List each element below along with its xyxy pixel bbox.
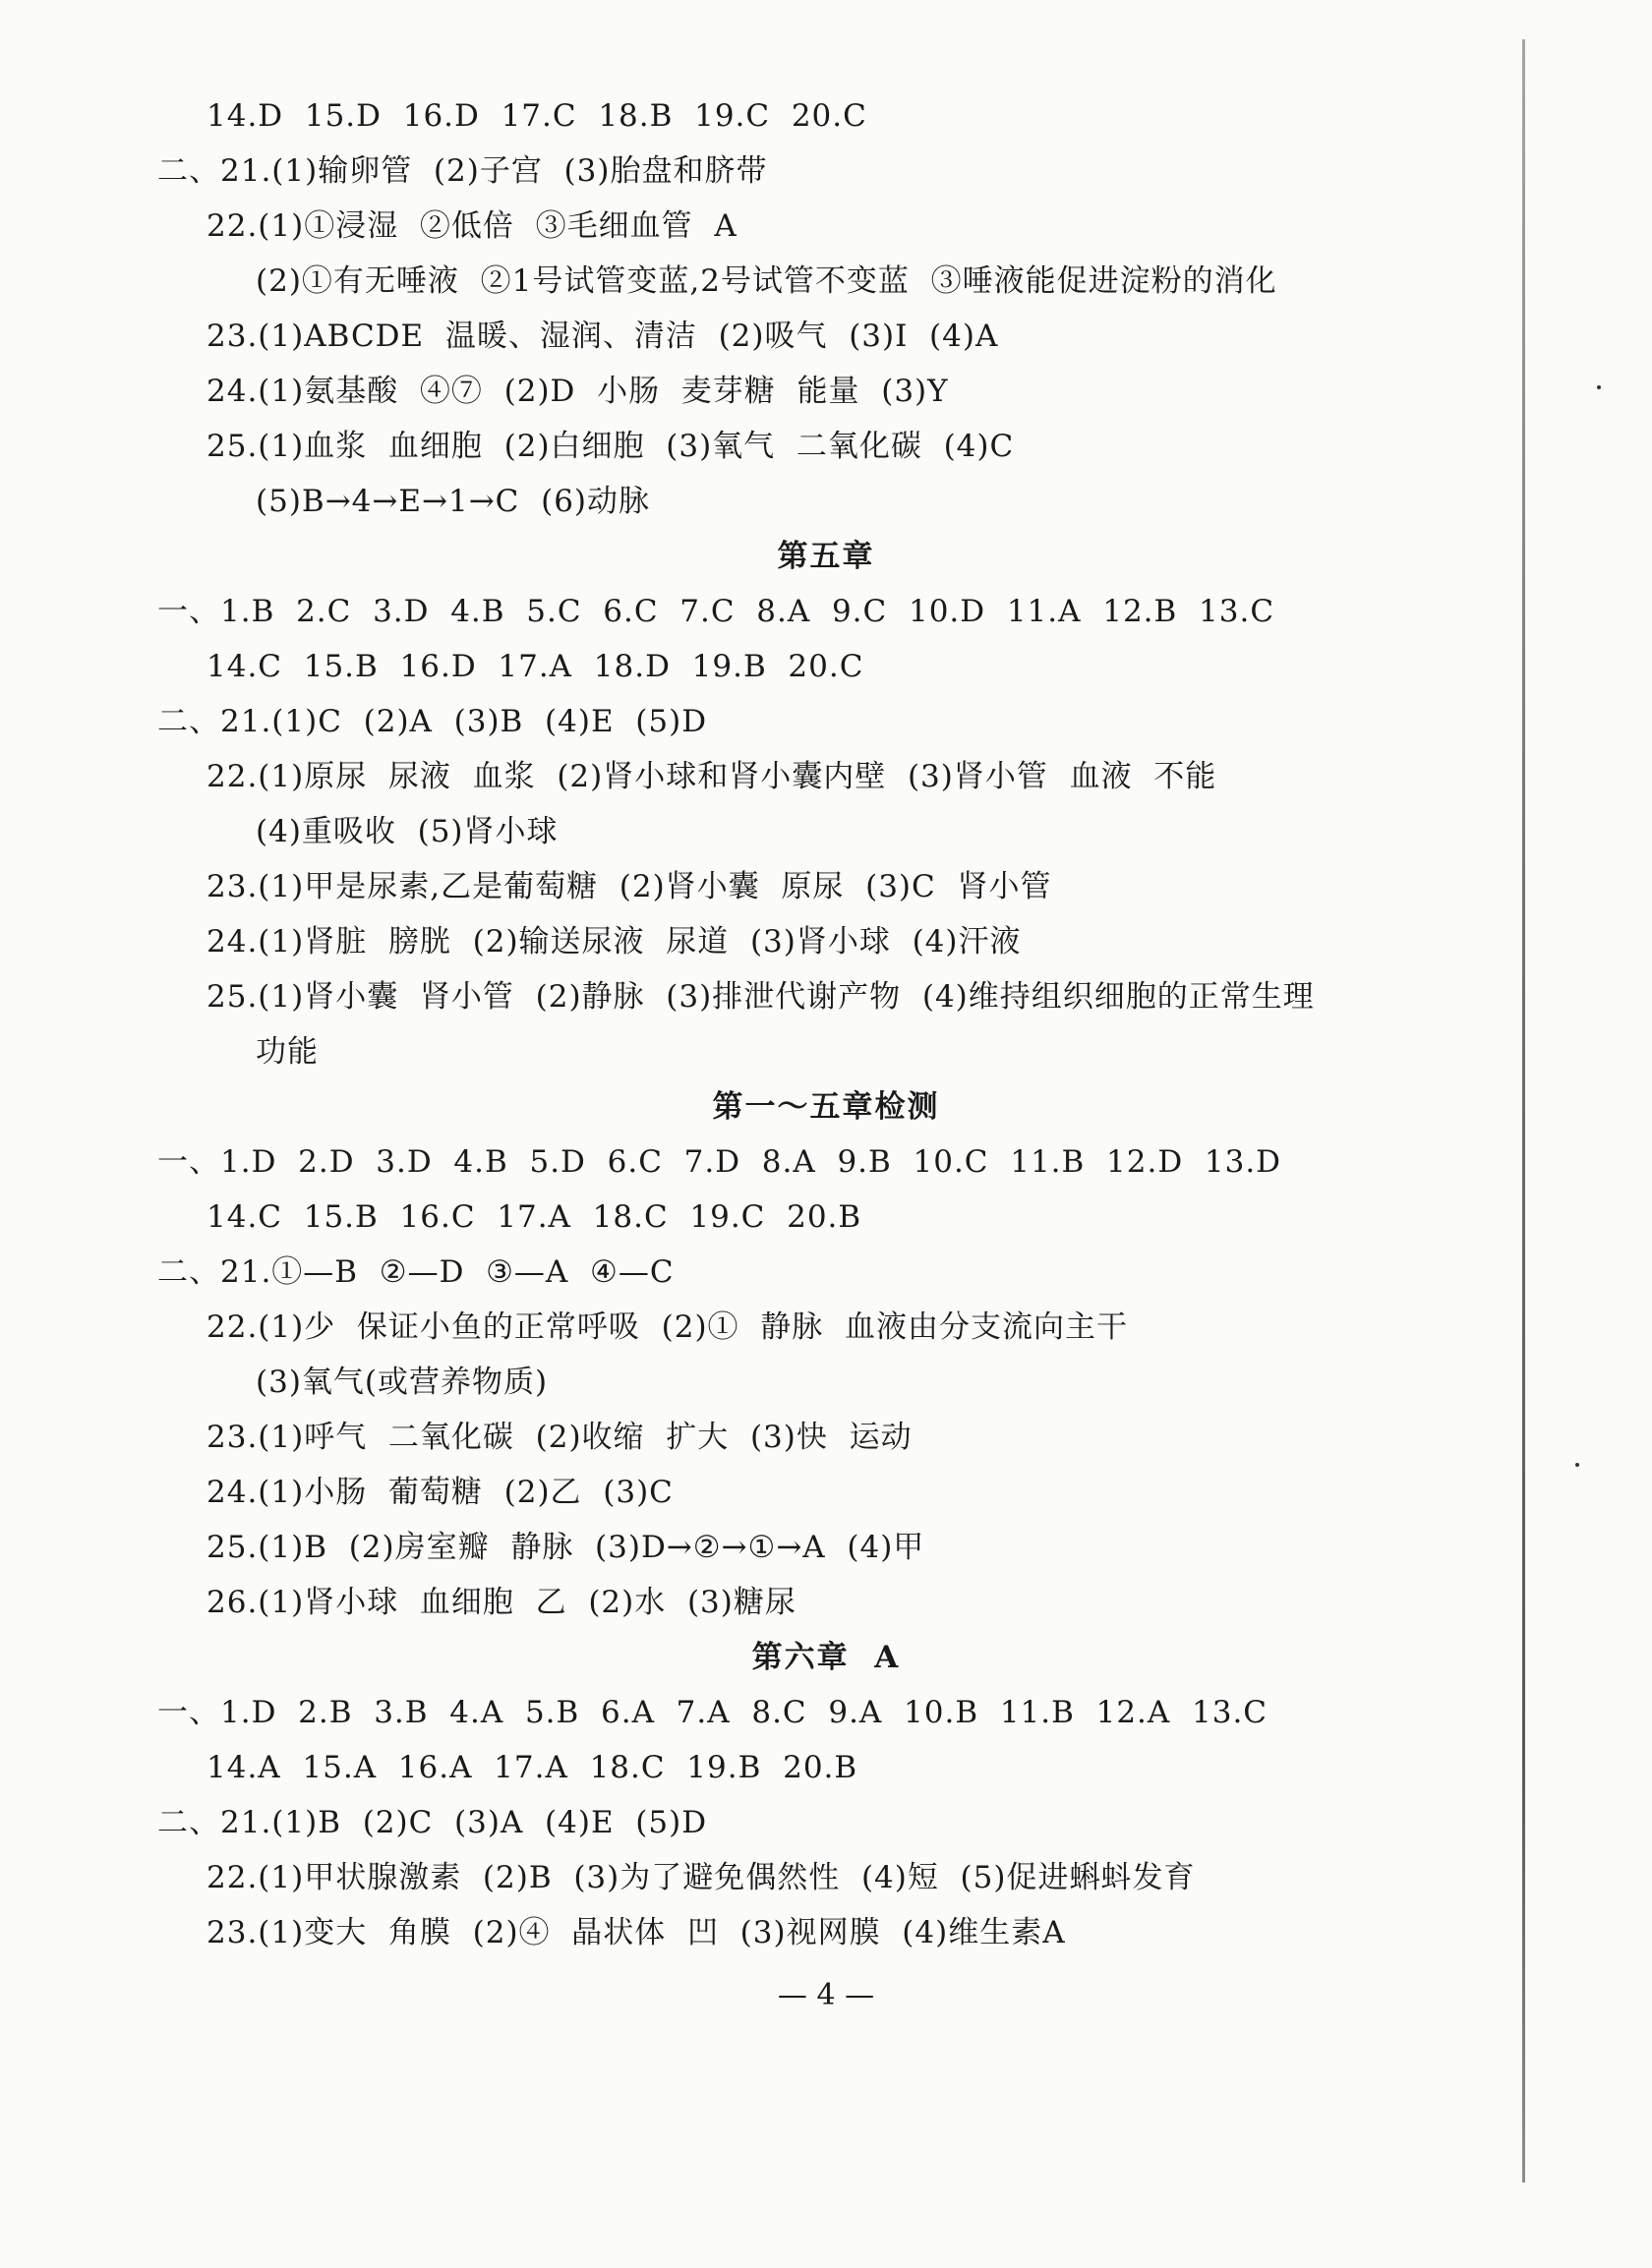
scan-binding-edge bbox=[1522, 39, 1525, 2182]
answer-line: (3)氧气(或营养物质) bbox=[256, 1365, 549, 1400]
scan-speck bbox=[1575, 1463, 1579, 1467]
answer-line: 25.(1)血浆 血细胞 (2)白细胞 (3)氧气 二氧化碳 (4)C bbox=[206, 429, 1015, 464]
answer-line: 14.C 15.B 16.D 17.A 18.D 19.B 20.C bbox=[206, 649, 864, 684]
scan-speck bbox=[1597, 385, 1601, 389]
answer-line: 二、21.①—B ②—D ③—A ④—C bbox=[157, 1254, 675, 1290]
answer-line: 22.(1)原尿 尿液 血浆 (2)肾小球和肾小囊内壁 (3)肾小管 血液 不能 bbox=[206, 759, 1217, 794]
answer-line: 14.A 15.A 16.A 17.A 18.C 19.B 20.B bbox=[206, 1750, 858, 1785]
answer-line: 23.(1)ABCDE 温暖、湿润、清洁 (2)吸气 (3)I (4)A bbox=[206, 319, 999, 354]
answer-line: 26.(1)肾小球 血细胞 乙 (2)水 (3)糖尿 bbox=[206, 1585, 796, 1620]
answer-line: 一、1.D 2.D 3.D 4.B 5.D 6.C 7.D 8.A 9.B 10.C 11.B 12.D 13.D bbox=[157, 1144, 1282, 1180]
page-number: — 4 — bbox=[777, 1978, 875, 2012]
answer-line: 二、21.(1)C (2)A (3)B (4)E (5)D bbox=[157, 704, 708, 739]
answer-line: 24.(1)氨基酸 ④⑦ (2)D 小肠 麦芽糖 能量 (3)Y bbox=[206, 374, 949, 409]
answer-line: 22.(1)①浸湿 ②低倍 ③毛细血管 A bbox=[206, 208, 738, 244]
answer-line: 23.(1)变大 角膜 (2)④ 晶状体 凹 (3)视网膜 (4)维生素A bbox=[206, 1915, 1066, 1950]
answer-line: (5)B→4→E→1→C (6)动脉 bbox=[256, 484, 651, 519]
answer-line: 22.(1)少 保证小鱼的正常呼吸 (2)① 静脉 血液由分支流向主干 bbox=[206, 1309, 1128, 1345]
answer-line: 功能 bbox=[256, 1034, 319, 1070]
answer-line: 24.(1)小肠 葡萄糖 (2)乙 (3)C bbox=[206, 1475, 674, 1510]
section-heading: 第一～五章检测 bbox=[712, 1089, 940, 1125]
answer-line: 一、1.B 2.C 3.D 4.B 5.C 6.C 7.C 8.A 9.C 10.D 11.A 12.B 13.C bbox=[157, 594, 1275, 629]
section-heading: 第五章 bbox=[777, 539, 875, 574]
answer-line: (4)重吸收 (5)肾小球 bbox=[256, 814, 559, 849]
answer-line: (2)①有无唾液 ②1号试管变蓝,2号试管不变蓝 ③唾液能促进淀粉的消化 bbox=[256, 263, 1277, 299]
section-heading: 第六章 A bbox=[751, 1640, 901, 1675]
answer-line: 23.(1)呼气 二氧化碳 (2)收缩 扩大 (3)快 运动 bbox=[206, 1420, 913, 1455]
answer-line: 14.D 15.D 16.D 17.C 18.B 19.C 20.C bbox=[206, 98, 867, 134]
answer-line: 23.(1)甲是尿素,乙是葡萄糖 (2)肾小囊 原尿 (3)C 肾小管 bbox=[206, 869, 1052, 904]
answer-line: 25.(1)肾小囊 肾小管 (2)静脉 (3)排泄代谢产物 (4)维持组织细胞的正常生理 bbox=[206, 979, 1315, 1015]
answer-line: 二、21.(1)B (2)C (3)A (4)E (5)D bbox=[157, 1805, 708, 1840]
answer-line: 25.(1)B (2)房室瓣 静脉 (3)D→②→①→A (4)甲 bbox=[206, 1530, 925, 1565]
answer-line: 22.(1)甲状腺激素 (2)B (3)为了避免偶然性 (4)短 (5)促进蝌蚪发育 bbox=[206, 1860, 1196, 1895]
answer-line: 24.(1)肾脏 膀胱 (2)输送尿液 尿道 (3)肾小球 (4)汗液 bbox=[206, 924, 1022, 960]
answer-line: 一、1.D 2.B 3.B 4.A 5.B 6.A 7.A 8.C 9.A 10.B 11.B 12.A 13.C bbox=[157, 1695, 1268, 1730]
answer-line: 14.C 15.B 16.C 17.A 18.C 19.C 20.B bbox=[206, 1199, 862, 1235]
answer-line: 二、21.(1)输卵管 (2)子宫 (3)胎盘和脐带 bbox=[157, 153, 768, 189]
